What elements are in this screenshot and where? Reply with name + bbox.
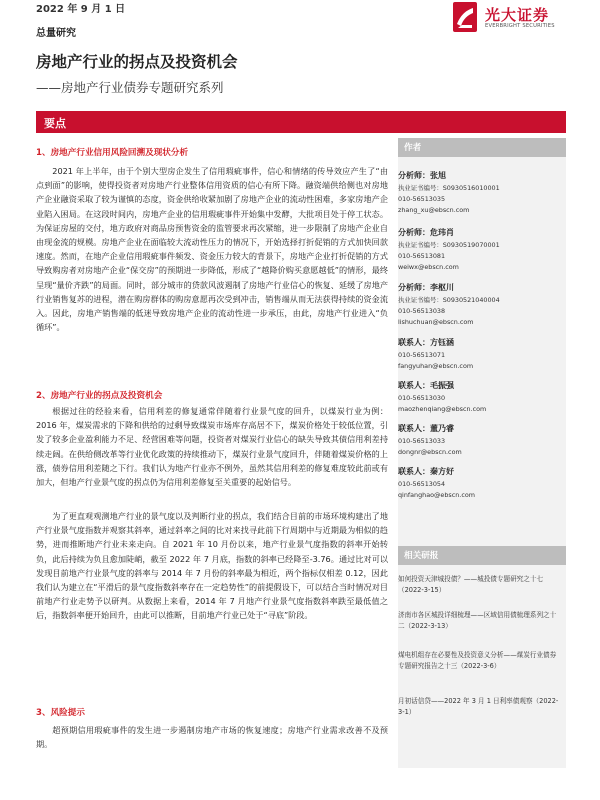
analyst-email: lishuchuan@ebscn.com (398, 318, 474, 326)
contact-card (398, 466, 475, 501)
section-heading: 2、房地产行业的拐点及投资机会 (36, 391, 163, 401)
analyst-phone: 010-56513081 (398, 252, 446, 260)
logo-text-en: EVERBRIGHT SECURITIES (485, 23, 555, 29)
authors-label: 作者 (404, 143, 422, 153)
brand-logo-icon (453, 2, 477, 32)
analyst-phone: 010-56513035 (398, 195, 446, 203)
contact-card (398, 380, 486, 415)
section-paragraph: 为了更直观观测地产行业的景气度以及判断行业的拐点，我们结合目前的市场环境构建出了地产行业景气度指数并观察其斜率，通过斜率之间的比对来找寻此前下行周期中与近期最为相似的趋势，进而推断地产行业未来走向。自 2021 年 10 月份以来，地产行业景气度指数的斜率开始转负，此后持续为负且愈加陡峭，截至 2022 年 7 月底，指数的斜率已经降至-3.76。通过比对可以发现目前地产行业景气度的斜率与 2014 年 7 月份的斜率最为相近，两个指标仅相差 0.12，因此我们认为建立在“平滑后的景气度指数斜率存在一定趋势性”的前提假设下，可以结合当时情况对目前地产行业走势予以研判。从数据上来看，2014 年 7 月地产行业景气度指数斜率跌至最低值之后，指数斜率便开始回升，由此可以推断，目前地产行业已处于“寻底”阶段。 (36, 511, 388, 621)
analyst-card (398, 282, 500, 328)
section-paragraph: 根据过往的经验来看，信用利差的修复通常伴随着行业景气度的回升，以煤炭行业为例：2016 年，煤炭需求的下降和供给的过剩导致煤炭市场库存高居不下，煤炭价格处于较低位置，引发了较多企业盈利能力不足、经营困难等问题，投资者对煤炭行业信心的缺失导致其债信用利差持续走阔。在供给侧改革等行业优化政策的持续推动下，煤炭行业景气度回升，伴随着煤炭价格的上涨，债券信用利差随之下行。我们认为地产行业亦不例外，虽然其信用利差的修复难度较此前或有加大，但地产行业景气度的拐点仍为信用利差修复至关重要的起始信号。 (36, 406, 388, 488)
contact-email: fangyuhan@ebscn.com (398, 362, 474, 370)
report-category: 总量研究 (36, 28, 76, 39)
key-points-label: 要点 (44, 117, 66, 130)
contact-name: 联系人：董乃睿 (398, 424, 454, 433)
analyst-card (398, 227, 500, 273)
page-subtitle: ——房地产行业债券专题研究系列 (36, 80, 224, 95)
section-heading: 1、房地产行业信用风险回溯及现状分析 (36, 148, 189, 158)
contact-phone: 010-56513054 (398, 480, 446, 488)
analyst-name: 分析师：李枢川 (398, 283, 454, 292)
page-title: 房地产行业的拐点及投资机会 (36, 53, 238, 71)
related-report-link[interactable]: 如何投资天津城投债？——城投债专题研究之十七（2022-3-15） (398, 575, 544, 594)
contact-card (398, 423, 462, 458)
analyst-email: weiwx@ebscn.com (398, 263, 459, 271)
contact-phone: 010-56513071 (398, 351, 446, 359)
analyst-cert: 执业证书编号：S0930519070001 (398, 241, 500, 249)
contact-email: qinfanghao@ebscn.com (398, 491, 475, 499)
contact-email: dongnr@ebscn.com (398, 448, 462, 456)
analyst-card (398, 170, 500, 216)
related-report-link[interactable]: 济南市各区城投详细梳理——区域信用债梳理系列之十二（2022-3-13） (398, 611, 557, 630)
contact-name: 联系人：方钰涵 (398, 338, 454, 347)
analyst-name: 分析师：张旭 (398, 171, 446, 180)
section-paragraph: 超预期信用瑕疵事件的发生进一步遏制房地产市场的恢复速度；房地产行业需求改善不及预期。 (36, 725, 388, 750)
company-logo (453, 2, 573, 34)
contact-name: 联系人：毛振强 (398, 381, 454, 390)
contact-name: 联系人：秦方好 (398, 467, 454, 476)
contact-phone: 010-56513033 (398, 437, 446, 445)
key-points-bar (36, 111, 566, 133)
contact-card (398, 337, 473, 372)
contact-phone: 010-56513030 (398, 394, 446, 402)
related-reports-header (398, 546, 566, 565)
analyst-cert: 执业证书编号：S0930516010001 (398, 184, 500, 192)
related-report-link[interactable]: 煤电机组存在必要性及投资意义分析——煤炭行业债券专题研究报告之十三（2022-3-6） (398, 651, 557, 670)
contact-email: maozhenqiang@ebscn.com (398, 405, 487, 413)
analyst-name: 分析师：危玮肖 (398, 228, 454, 237)
report-date: 2022 年 9 月 1 日 (36, 4, 126, 15)
related-report-link[interactable]: 月初话信贷——2022 年 3 月 1 日利率债观察（2022-3-1） (398, 697, 559, 716)
analyst-cert: 执业证书编号：S0930521040004 (398, 296, 500, 304)
analyst-email: zhang_xu@ebscn.com (398, 206, 470, 214)
related-reports-label: 相关研报 (404, 551, 439, 561)
analyst-phone: 010-56513038 (398, 307, 446, 315)
section-paragraph: 2021 年上半年，由于个别大型房企发生了信用瑕疵事件，信心和情绪的传导效应产生了“由点到面”的影响，使得投资者对房地产行业整体信用资质的信心有所下降。融资端供给侧也对房地产企业融资采取了较为谨慎的态度，资金供给收紧加剧了房地产企业的流动性困难，多家房地产企业陷入困局。在这段时间内，房地产企业的信用瑕疵事件开始集中发酵，大批项目处于停工状态。为保证房屋的交付，地方政府对商品房预售资金的监管要求再次紧缩，进一步限制了房地产企业自由现金流的规模。房地产企业在面临较大流动性压力的情况下，开始选择打折促销的方式加快回款速度。然而，在地产企业信用瑕疵事件频发、资金压力较大的背景下，房地产企业打折促销的方式导致购房者对房地产企业“保交房”的预期进一步降低，形成了“越降价购买意愿越低”的情形，最终呈现“量价齐跌”的局面。同时，部分城市的贷款风波遏制了房地产行业信心的恢复、延缓了房地产行业销售复苏的进程，潜在购房群体的购房意愿再次受到冲击，销售端从而无法获得持续的资金流入。因此，房地产销售端的低迷导致房地产企业的流动性进一步承压，由此，房地产行业进入“负循环”。 (36, 166, 388, 333)
authors-header (398, 138, 566, 157)
logo-text-cn: 光大证券 (485, 6, 550, 24)
section-heading: 3、风险提示 (36, 708, 85, 718)
